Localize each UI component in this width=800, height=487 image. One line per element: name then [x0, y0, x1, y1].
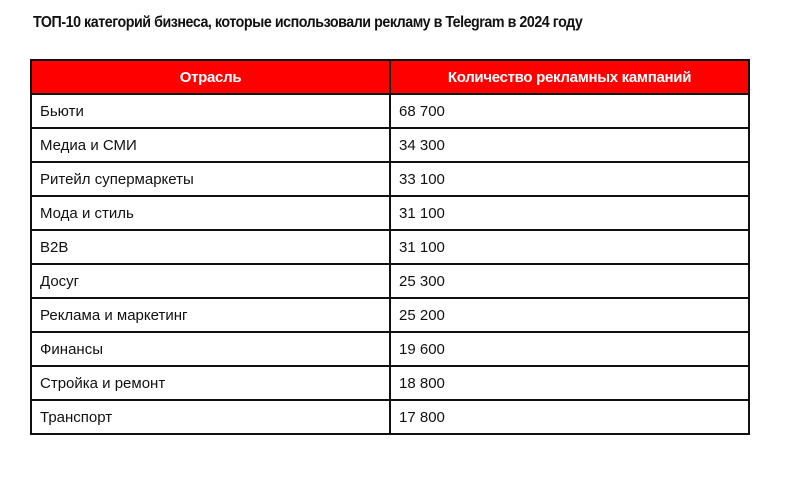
count-cell: 18 800 [390, 366, 749, 400]
table-row [31, 400, 749, 434]
count-cell: 31 100 [390, 230, 749, 264]
categories-table [30, 59, 750, 435]
industry-cell: Финансы [31, 332, 390, 366]
industry-cell: Мода и стиль [31, 196, 390, 230]
industry-cell: Транспорт [31, 400, 390, 434]
industry-cell: Ритейл супермаркеты [31, 162, 390, 196]
table-row [31, 128, 749, 162]
count-cell: 25 200 [390, 298, 749, 332]
count-cell: 31 100 [390, 196, 749, 230]
table-row [31, 230, 749, 264]
table-row [31, 366, 749, 400]
table-row [31, 332, 749, 366]
industry-cell: B2B [31, 230, 390, 264]
industry-cell: Бьюти [31, 94, 390, 128]
header-industry: Отрасль [31, 60, 390, 94]
table-row [31, 196, 749, 230]
table-header-row [31, 60, 749, 94]
header-campaign-count: Количество рекламных кампаний [390, 60, 749, 94]
industry-cell: Реклама и маркетинг [31, 298, 390, 332]
table-row [31, 162, 749, 196]
count-cell: 33 100 [390, 162, 749, 196]
count-cell: 34 300 [390, 128, 749, 162]
industry-cell: Досуг [31, 264, 390, 298]
count-cell: 68 700 [390, 94, 749, 128]
page-title: ТОП-10 категорий бизнеса, которые использовали рекламу в Telegram в 2024 году [33, 14, 583, 31]
table-row [31, 264, 749, 298]
industry-cell: Медиа и СМИ [31, 128, 390, 162]
table-row [31, 94, 749, 128]
table-row [31, 298, 749, 332]
count-cell: 19 600 [390, 332, 749, 366]
count-cell: 17 800 [390, 400, 749, 434]
industry-cell: Стройка и ремонт [31, 366, 390, 400]
count-cell: 25 300 [390, 264, 749, 298]
